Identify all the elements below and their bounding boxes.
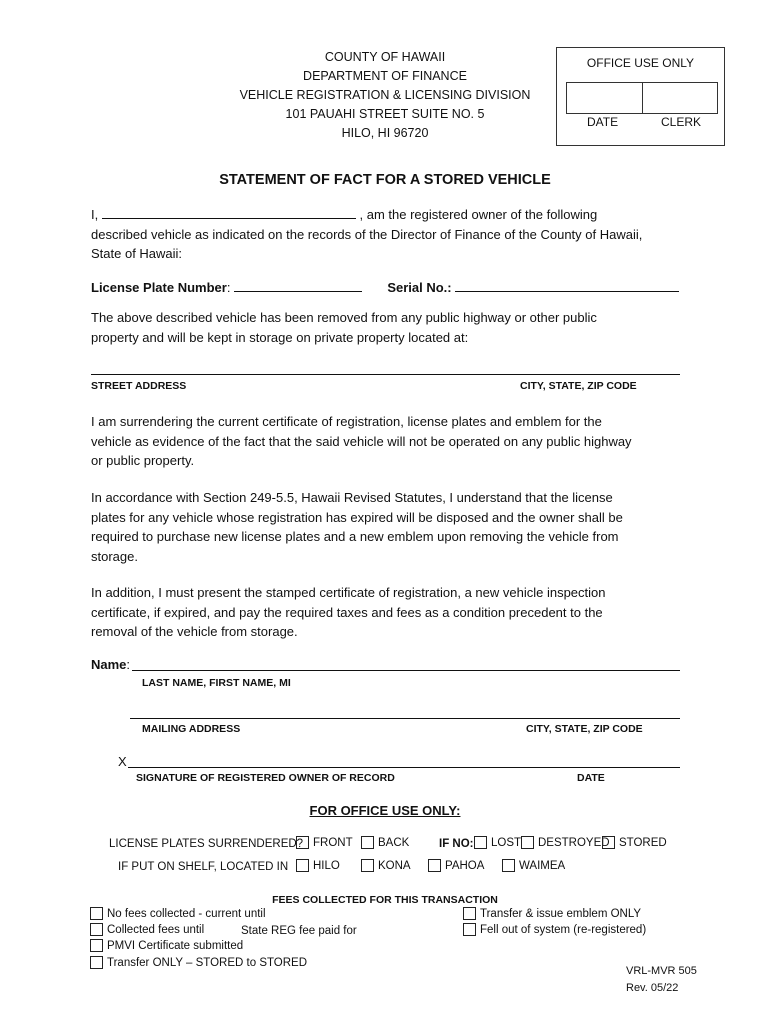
checkbox[interactable] [296,836,309,849]
surrender-line: I am surrendering the current certificate of registration, license plates and emblem for the [91,414,602,429]
checkbox[interactable] [502,859,515,872]
plate-label: License Plate Number [91,280,227,295]
checkbox[interactable] [361,859,374,872]
fee-transfer-emblem[interactable] [463,907,641,920]
checkbox[interactable] [463,907,476,920]
fee-label: PMVI Certificate submitted [107,940,244,952]
form-title: STATEMENT OF FACT FOR A STORED VEHICLE [219,172,551,188]
if-no-label: IF NO: [439,838,474,850]
agency-header [200,48,570,143]
option-label: PAHOA [445,860,485,872]
header-department: DEPARTMENT OF FINANCE [303,69,467,83]
option-label: FRONT [313,837,353,849]
checkbox[interactable] [428,859,441,872]
office-use-title: OFFICE USE ONLY [586,56,695,70]
section-paragraph [91,488,691,566]
section-line: plates for any vehicle whose registration has expired will be disposed and the owner shall be [91,509,623,525]
office-date-field[interactable] [567,83,643,113]
option-label: LOST [491,837,522,849]
name-colon: : [126,657,131,672]
option-pahoa[interactable] [428,859,484,872]
checkbox[interactable] [90,923,103,936]
fee-label: Fell out of system (re-registered) [480,924,647,936]
name-label: Name [91,657,127,672]
intro-suffix: , am the registered owner of the following [359,207,598,222]
fee-transfer-only[interactable] [90,956,307,969]
fee-fell-out[interactable] [463,923,646,936]
header-city: HILO, HI 96720 [341,126,429,140]
office-clerk-field[interactable] [643,83,718,113]
name-field[interactable] [132,670,680,671]
signature-label: SIGNATURE OF REGISTERED OWNER OF RECORD [136,772,395,784]
section-line: required to purchase new license plates and a new emblem upon removing the vehicle from [91,529,619,544]
office-use-box [556,47,725,146]
form-footer [626,963,697,997]
checkbox[interactable] [602,836,615,849]
name-sub-label: LAST NAME, FIRST NAME, MI [142,677,291,689]
signature-date-label: DATE [577,772,605,784]
plate-number-field[interactable] [234,279,362,292]
removed-line: The above described vehicle has been removed from any public highway or other public [91,310,597,325]
option-label: KONA [378,860,411,872]
fee-label: Transfer ONLY – STORED to STORED [107,957,308,969]
option-label: HILO [313,860,340,872]
name-row [91,657,130,672]
street-address-label: STREET ADDRESS [91,380,187,392]
header-street: 101 PAUAHI STREET SUITE NO. 5 [285,107,485,121]
option-stored[interactable] [602,836,667,849]
office-clerk-label: CLERK [661,115,702,129]
removed-line: property and will be kept in storage on private property located at: [91,329,469,345]
signature-x: X [118,754,127,769]
intro-line-2: described vehicle as indicated on the records of the Director of Finance of the County of Hawaii, [91,226,643,242]
shelf-label: IF PUT ON SHELF, LOCATED IN [118,861,289,873]
intro-paragraph [91,205,691,264]
serial-label: Serial No.: [387,280,452,295]
storage-city-label: CITY, STATE, ZIP CODE [520,380,637,392]
section-line: In accordance with Section 249-5.5, Hawaii Revised Statutes, I understand that the license [91,490,613,505]
option-label: DESTROYED [538,837,610,849]
checkbox[interactable] [463,923,476,936]
option-front[interactable] [296,836,353,849]
checkbox[interactable] [474,836,487,849]
fees-title: FEES COLLECTED FOR THIS TRANSACTION [272,894,498,906]
fee-collected-until[interactable] [90,923,204,936]
option-back[interactable] [361,836,409,849]
header-county: COUNTY OF HAWAII [324,50,446,64]
fee-pmvi[interactable] [90,939,243,952]
header-division: VEHICLE REGISTRATION & LICENSING DIVISION [239,88,531,102]
surrender-line: or public property. [91,453,195,468]
option-label: STORED [619,837,667,849]
intro-line-3: State of Hawaii: [91,246,183,261]
mailing-address-label: MAILING ADDRESS [142,723,241,735]
checkbox[interactable] [361,836,374,849]
addition-line: certificate, if expired, and pay the required taxes and fees as a condition precedent to the [91,604,603,620]
section-line: storage. [91,548,138,564]
option-kona[interactable] [361,859,411,872]
form-id: VRL-MVR 505 [626,965,697,977]
signature-field[interactable] [128,767,680,768]
addition-paragraph [91,583,691,642]
intro-prefix: I, [91,207,99,222]
owner-name-field[interactable] [102,206,356,219]
surrender-line: vehicle as evidence of the fact that the said vehicle will not be operated on any public highway [91,433,632,449]
removed-paragraph [91,308,691,347]
state-reg-fee-label: State REG fee paid for [241,925,357,937]
fee-label: Transfer & issue emblem ONLY [480,908,642,920]
office-section-title: FOR OFFICE USE ONLY: [309,803,461,818]
fee-no-fees[interactable] [90,907,266,920]
mailing-city-label: CITY, STATE, ZIP CODE [526,723,643,735]
option-waimea[interactable] [502,859,565,872]
plate-colon: : [226,280,231,295]
checkbox[interactable] [90,939,103,952]
form-revision: Rev. 05/22 [626,982,679,994]
option-hilo[interactable] [296,859,340,872]
checkbox[interactable] [296,859,309,872]
mailing-address-field[interactable] [130,718,680,719]
checkbox[interactable] [90,907,103,920]
option-label: BACK [378,837,410,849]
option-lost[interactable] [474,836,521,849]
plates-surrendered-label: LICENSE PLATES SURRENDERED? [109,838,304,850]
fee-label: No fees collected - current until [107,908,266,920]
addition-line: In addition, I must present the stamped certificate of registration, a new vehicle inspection [91,585,606,600]
option-destroyed[interactable] [521,836,610,849]
option-label: WAIMEA [519,860,566,872]
serial-number-field[interactable] [455,279,679,292]
addition-line: removal of the vehicle from storage. [91,624,298,639]
plate-serial-row [91,278,691,298]
storage-address-line[interactable] [91,374,680,375]
fee-label: Collected fees until [107,924,205,936]
checkbox[interactable] [90,956,103,969]
office-date-label: DATE [587,115,619,129]
surrender-paragraph [91,412,691,471]
office-use-fields [566,82,718,114]
checkbox[interactable] [521,836,534,849]
